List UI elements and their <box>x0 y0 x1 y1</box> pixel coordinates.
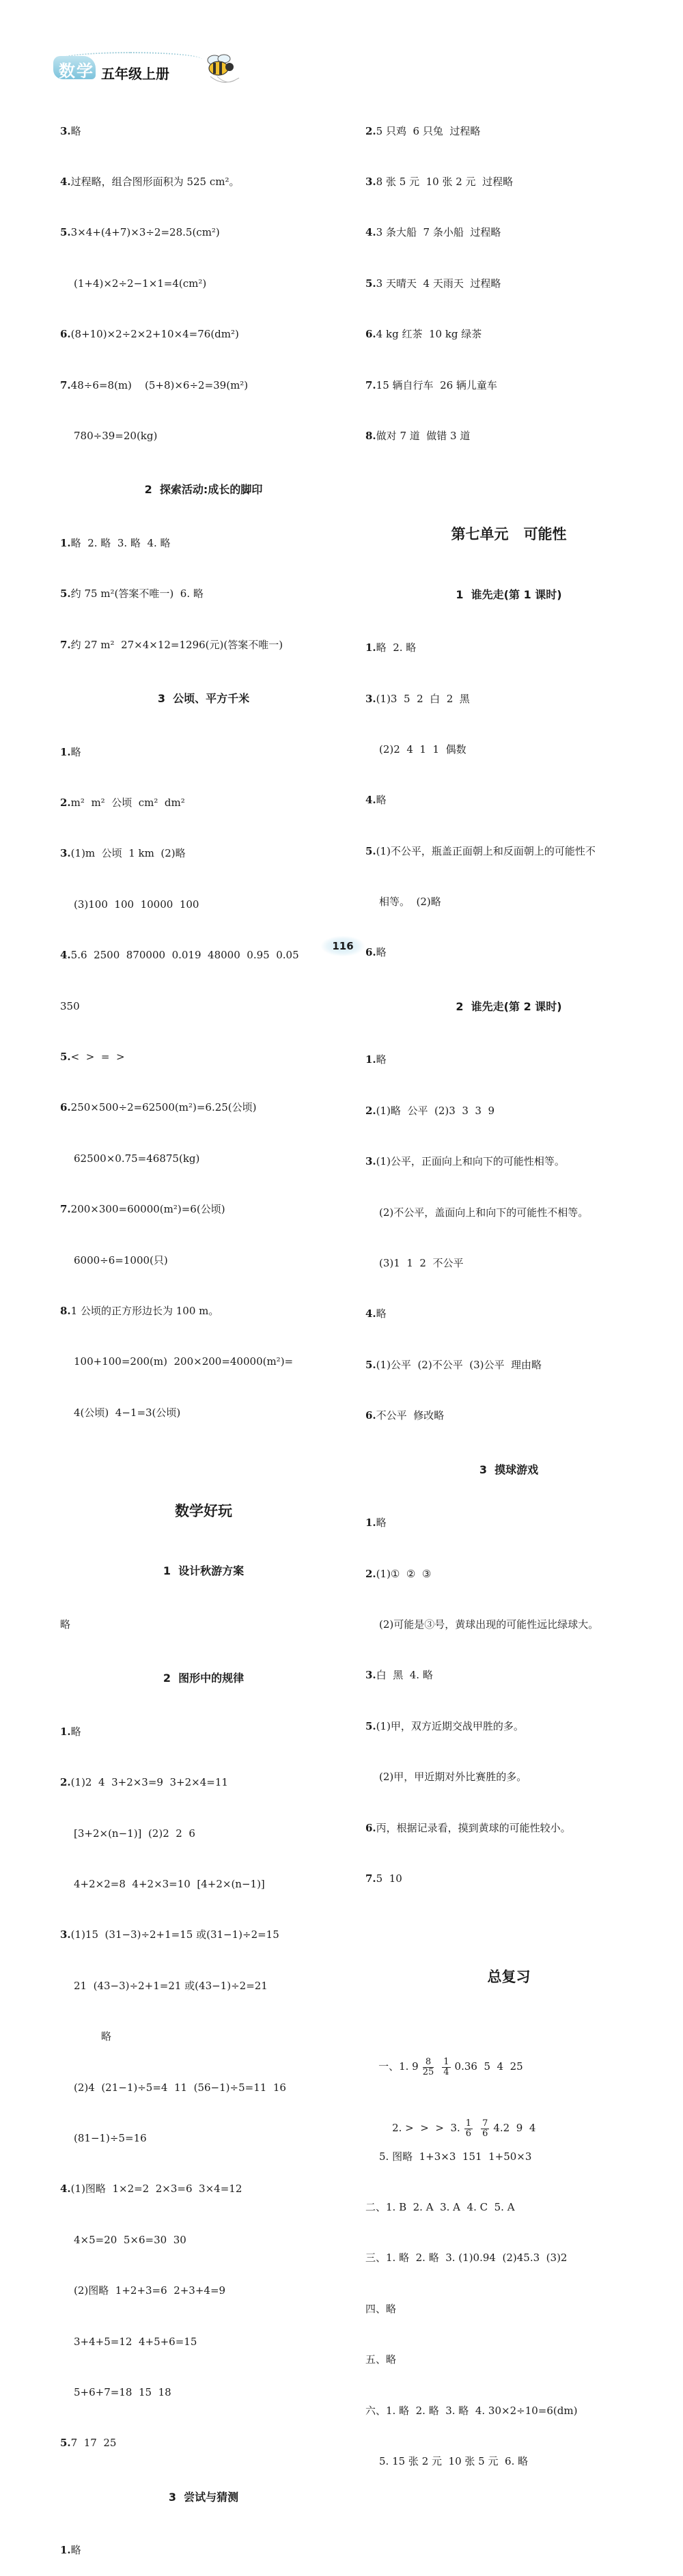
answer-line: 62500×0.75=46875(kg) <box>74 1152 200 1165</box>
item-number: 5. <box>365 1358 376 1371</box>
answer-text: 8 张 5 元 10 张 2 元 过程略 <box>376 175 514 188</box>
item-number: 1. <box>365 641 376 654</box>
answer-line: 二、1. B 2. A 3. A 4. C 5. A <box>365 2201 515 2214</box>
answer-line: 6000÷6=1000(只) <box>74 1254 168 1266</box>
answer-line <box>365 2087 652 2139</box>
answer-line <box>365 792 652 809</box>
answer-text: 略 <box>70 745 81 758</box>
left-column <box>60 89 347 2576</box>
item-number: 7. <box>60 378 71 391</box>
answer-text: 过程略，组合图形面积为 525 cm²。 <box>70 175 240 188</box>
answer-line <box>60 637 347 654</box>
badge-char-2: 学 <box>76 61 93 81</box>
item-number: 4. <box>60 175 71 188</box>
answer-line <box>60 585 347 603</box>
answer-line <box>60 224 347 241</box>
answer-line <box>60 535 347 552</box>
item-number: 5. <box>60 1051 71 1064</box>
item-number: 3. <box>365 1155 376 1168</box>
answer-line: 4×5=20 5×6=30 30 <box>74 2233 186 2246</box>
answer-line: (81−1)÷5=16 <box>74 2132 147 2145</box>
subject-badge <box>53 56 96 79</box>
answer-text: 略 <box>376 1053 387 1066</box>
answer-text: 4.2 9 4 <box>493 2122 536 2135</box>
item-number: 4. <box>365 226 376 239</box>
item-number: 3. <box>60 847 71 860</box>
item-number: 1. <box>60 745 71 758</box>
answer-line <box>365 123 652 140</box>
answer-line <box>60 744 347 761</box>
answer-line: 5. 图略 1+3×3 151 1+50×3 <box>379 2150 532 2163</box>
item-number: 7. <box>365 1872 376 1885</box>
answer-line <box>60 1774 347 1791</box>
answer-line: (3)1 1 2 不公平 <box>379 1257 464 1269</box>
answer-line <box>365 1514 652 1532</box>
answer-line: 三、1. 略 2. 略 3. (1)0.94 (2)45.3 (3)2 <box>365 2252 568 2265</box>
item-number: 4. <box>60 2183 71 2196</box>
answer-line: (2)2 4 1 1 偶数 <box>379 743 466 756</box>
answer-text: 略 <box>376 1516 387 1529</box>
answer-text: 做对 7 道 做错 3 道 <box>376 429 471 442</box>
item-number: 6. <box>365 328 376 341</box>
answer-line: 4(公顷) 4−1=3(公顷) <box>74 1406 181 1419</box>
answer-text: (1)3 5 2 白 2 黑 <box>376 692 470 705</box>
answer-text: 丙，根据记录看，摸到黄球的可能性较小。 <box>376 1821 571 1834</box>
fraction-denominator: 6 <box>465 2128 472 2139</box>
answer-text: 1 公顷的正方形边长为 100 m。 <box>70 1304 219 1317</box>
answer-line <box>60 377 347 394</box>
answer-text: 0.36 5 4 25 <box>454 2060 523 2073</box>
answer-text: (1)图略 1×2=2 2×3=6 3×4=12 <box>70 2183 242 2196</box>
answer-text: 7 17 25 <box>70 2437 117 2450</box>
answer-text: 3 天晴天 4 天雨天 过程略 <box>376 277 501 290</box>
item-number: 7. <box>60 638 71 651</box>
answer-text: 3 条大船 7 条小船 过程略 <box>376 226 501 239</box>
answer-line <box>365 428 652 445</box>
answer-text: 5 只鸡 6 只兔 过程略 <box>376 124 481 137</box>
item-number: 3. <box>365 1669 376 1682</box>
section-title: 3 摸球游戏 <box>479 1463 539 1476</box>
answer-line: 相等。 (2)略 <box>379 896 441 909</box>
fraction <box>464 2119 473 2139</box>
section-title: 1 谁先走(第 1 课时) <box>456 587 562 601</box>
answer-line: 21 (43−3)÷2+1=21 或(43−1)÷2=21 <box>74 1979 268 1992</box>
answer-line <box>365 1870 652 1887</box>
answer-text: 略 <box>70 2544 81 2557</box>
fraction <box>423 2058 434 2077</box>
answer-line: (2)甲，甲近期对外比赛胜的多。 <box>379 1771 527 1784</box>
fraction <box>442 2058 450 2077</box>
fraction-denominator: 25 <box>422 2066 434 2077</box>
answer-line <box>60 947 347 964</box>
answer-text: 2. > > > 3. <box>392 2122 460 2135</box>
answer-line <box>365 1357 652 1374</box>
answer-line: (2)4 (21−1)÷5=4 11 (56−1)÷5=11 16 <box>74 2081 286 2094</box>
answer-line <box>365 1153 652 1170</box>
fraction-numerator: 8 <box>423 2058 434 2068</box>
answer-text: 4 kg 红茶 10 kg 绿茶 <box>376 328 482 341</box>
item-number: 3. <box>60 124 71 137</box>
answer-line <box>365 1305 652 1322</box>
answer-line: 四、略 <box>365 2302 397 2315</box>
item-number: 2. <box>365 124 376 137</box>
item-number: 5. <box>60 226 71 239</box>
answer-text: 略 2. 略 <box>376 641 417 654</box>
answer-text: (1)2 4 3+2×3=9 3+2×4=11 <box>70 1776 228 1789</box>
chapter-title: 总复习 <box>487 1968 531 1985</box>
answer-text: 约 27 m² 27×4×12=1296(元)(答案不唯一) <box>70 638 283 651</box>
answer-line <box>60 2435 347 2452</box>
answer-text: (1)m 公顷 1 km (2)略 <box>70 847 186 860</box>
answer-line <box>365 1718 652 1735</box>
answer-line <box>60 1049 347 1066</box>
item-number: 5. <box>365 1719 376 1732</box>
section-title: 3 公顷、平方千米 <box>157 692 250 706</box>
answer-line <box>60 1303 347 1320</box>
item-number: 7. <box>365 378 376 391</box>
answer-text: 15 辆自行车 26 辆儿童车 <box>376 378 497 391</box>
answer-text: 略 <box>70 124 81 137</box>
fraction-denominator: 4 <box>443 2066 449 2077</box>
answer-line: 5. 15 张 2 元 10 张 5 元 6. 略 <box>379 2455 529 2467</box>
item-number: 3. <box>365 692 376 705</box>
fraction <box>481 2119 489 2139</box>
answer-line <box>365 377 652 394</box>
answer-text: m² m² 公顷 cm² dm² <box>70 797 185 809</box>
answer-line: (2)不公平，盖面向上和向下的可能性不相等。 <box>379 1206 589 1219</box>
answer-line: 略 <box>60 1618 71 1631</box>
item-number: 5. <box>60 587 71 600</box>
right-column <box>365 89 652 2487</box>
fraction-denominator: 6 <box>482 2128 488 2139</box>
answer-text: 48÷6=8(m) (5+8)×6÷2=39(m²) <box>70 378 249 391</box>
answer-text: (1)甲，双方近期交战甲胜的多。 <box>376 1719 524 1732</box>
answer-line: [3+2×(n−1)] (2)2 2 6 <box>74 1827 195 1840</box>
item-number: 6. <box>365 946 376 959</box>
answer-line: (1+4)×2÷2−1×1=4(cm²) <box>74 277 207 290</box>
answer-line <box>60 174 347 191</box>
answer-text: 一、1. 9 <box>378 2060 419 2073</box>
item-number: 1. <box>365 1053 376 1066</box>
answer-line <box>365 1407 652 1424</box>
answer-line <box>365 224 652 241</box>
answer-line <box>365 944 652 961</box>
answer-text: < > = > <box>70 1051 125 1064</box>
answer-text: (1)公平，正面向上和向下的可能性相等。 <box>376 1155 565 1168</box>
answer-line: 350 <box>60 999 80 1012</box>
answer-line: 略 <box>101 2030 112 2043</box>
answer-line <box>365 843 652 860</box>
item-number: 1. <box>60 1725 71 1738</box>
section-title: 2 图形中的规律 <box>163 1672 245 1685</box>
item-number: 7. <box>60 1203 71 1216</box>
answer-line: 3+4+5=12 4+5+6=15 <box>74 2335 197 2348</box>
answer-text: 略 <box>376 946 387 959</box>
page-header <box>53 48 258 89</box>
answer-line <box>365 1051 652 1068</box>
answer-text: (1)不公平，瓶盖正面朝上和反面朝上的可能性不 <box>376 844 596 857</box>
answer-text: 5 10 <box>376 1872 402 1885</box>
item-number: 8. <box>60 1304 71 1317</box>
section-title: 3 尝试与猜测 <box>168 2490 239 2504</box>
item-number: 6. <box>60 328 71 341</box>
answer-text: 不公平 修改略 <box>376 1409 445 1422</box>
answer-line <box>365 1820 652 1837</box>
answer-line: 780÷39=20(kg) <box>74 429 158 442</box>
answer-text: 200×300=60000(m²)=6(公顷) <box>70 1203 225 1216</box>
item-number: 4. <box>365 794 376 807</box>
answer-line <box>60 1926 347 1943</box>
item-number: 5. <box>365 844 376 857</box>
answer-line <box>365 326 652 343</box>
bee-icon <box>197 49 245 87</box>
answer-text: 略 <box>376 794 387 807</box>
item-number: 1. <box>365 1516 376 1529</box>
answer-line: 4+2×2=8 4+2×3=10 [4+2×(n−1)] <box>74 1878 265 1891</box>
answer-line <box>365 1667 652 1684</box>
item-number: 3. <box>365 175 376 188</box>
item-number: 6. <box>365 1821 376 1834</box>
chapter-title: 第七单元 可能性 <box>451 525 567 542</box>
answer-line: (3)100 100 10000 100 <box>74 898 199 911</box>
chapter-title: 数学好玩 <box>175 1502 232 1519</box>
answer-text: 白 黑 4. 略 <box>376 1669 433 1682</box>
answer-line <box>365 639 652 656</box>
answer-line <box>60 2180 347 2198</box>
item-number: 4. <box>365 1307 376 1320</box>
answer-text: 5.6 2500 870000 0.019 48000 0.95 0.05 <box>70 949 299 962</box>
badge-char-1: 数 <box>59 61 75 81</box>
answer-line <box>365 1103 652 1120</box>
item-number: 4. <box>60 949 71 962</box>
answer-line <box>365 275 652 292</box>
answer-line <box>60 326 347 343</box>
answer-line <box>60 2542 347 2559</box>
answer-line: (2)可能是③号，黄球出现的可能性远比绿球大。 <box>379 1618 599 1631</box>
answer-text: (1)15 (31−3)÷2+1=15 或(31−1)÷2=15 <box>70 1928 279 1941</box>
answer-text: 略 2. 略 3. 略 4. 略 <box>70 536 171 549</box>
item-number: 3. <box>60 1928 71 1941</box>
item-number: 8. <box>365 429 376 442</box>
fraction-numerator: 7 <box>482 2118 488 2129</box>
item-number: 1. <box>60 2544 71 2557</box>
answer-line <box>60 123 347 140</box>
answer-line <box>365 174 652 191</box>
answer-text: (1)① ② ③ <box>376 1567 432 1580</box>
item-number: 2. <box>365 1104 376 1117</box>
answer-text: (1)公平 (2)不公平 (3)公平 理由略 <box>376 1358 542 1371</box>
answer-line <box>60 1723 347 1741</box>
item-number: 6. <box>365 1409 376 1422</box>
answer-line <box>60 1201 347 1218</box>
answer-text: 250×500÷2=62500(m²)=6.25(公顷) <box>70 1101 257 1114</box>
item-number: 2. <box>60 1776 71 1789</box>
item-number: 1. <box>60 536 71 549</box>
grade-title: 五年级上册 <box>101 66 169 82</box>
answer-text: 3×4+(4+7)×3÷2=28.5(cm²) <box>70 226 220 239</box>
answer-text: 约 75 m²(答案不唯一) 6. 略 <box>70 587 204 600</box>
page-number: 116 <box>321 936 365 956</box>
item-number: 5. <box>365 277 376 290</box>
answer-text: (8+10)×2÷2×2+10×4=76(dm²) <box>70 328 239 341</box>
section-title: 1 设计秋游方案 <box>163 1564 245 1578</box>
answer-text: 略 <box>70 1725 81 1738</box>
section-title: 2 探索活动:成长的脚印 <box>144 483 263 497</box>
item-number: 6. <box>60 1101 71 1114</box>
answer-line <box>60 794 347 812</box>
answer-line: 六、1. 略 2. 略 3. 略 4. 30×2÷10=6(dm) <box>365 2404 578 2417</box>
fraction-numerator: 1 <box>443 2056 449 2067</box>
item-number: 2. <box>365 1567 376 1580</box>
answer-line <box>60 845 347 862</box>
answer-text: (1)略 公平 (2)3 3 3 9 <box>376 1104 495 1117</box>
item-number: 2. <box>60 797 71 809</box>
answer-text: 略 <box>376 1307 387 1320</box>
answer-line: (2)图略 1+2+3=6 2+3+4=9 <box>74 2284 226 2297</box>
answer-line <box>60 1099 347 1116</box>
section-title: 2 谁先走(第 2 课时) <box>456 999 562 1013</box>
item-number: 5. <box>60 2437 71 2450</box>
answer-line <box>365 1566 652 1583</box>
answer-line: 5+6+7=18 15 18 <box>74 2386 171 2398</box>
answer-line: 100+100=200(m) 200×200=40000(m²)= <box>74 1355 294 1368</box>
answer-line <box>365 691 652 708</box>
answer-line: 五、略 <box>365 2353 397 2366</box>
answer-line <box>365 2025 652 2077</box>
fraction-numerator: 1 <box>465 2118 472 2129</box>
